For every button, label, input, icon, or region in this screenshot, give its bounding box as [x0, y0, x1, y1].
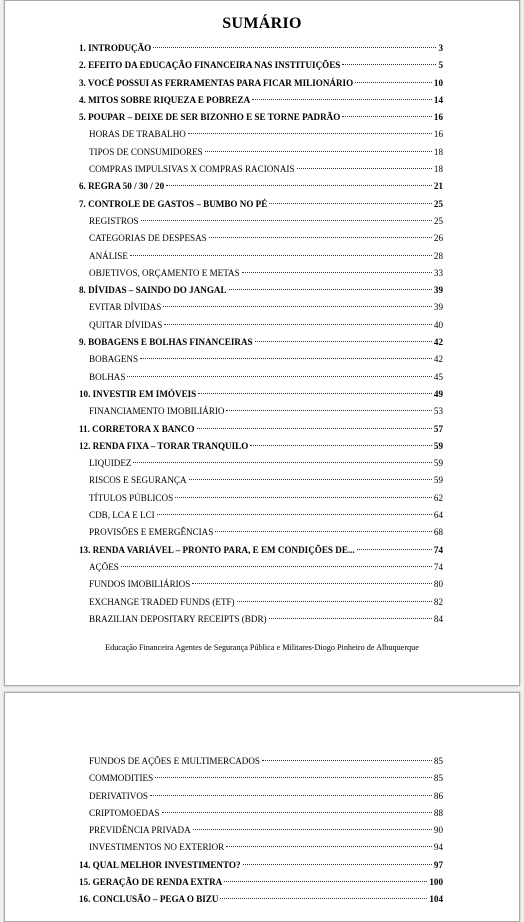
- document-page-2: [4, 692, 520, 922]
- toc-page-number: 21: [433, 181, 443, 192]
- toc-entry-chapter[interactable]: [79, 178, 443, 195]
- toc-entry-title: 11. CORRETORA X BANCO: [79, 423, 195, 434]
- dot-leader: [255, 341, 432, 342]
- toc-entry-chapter[interactable]: [79, 196, 443, 213]
- toc-entry-title: 13. RENDA VARIÁVEL – PRONTO PARA, E EM CONDIÇÕES DE...: [79, 544, 355, 555]
- toc-entry-title: INVESTIMENTOS NO EXTERIOR: [89, 842, 225, 853]
- toc-entry-title: BRAZILIAN DEPOSITARY RECEIPTS (BDR): [89, 613, 267, 624]
- toc-entry-title: PREVIDÊNCIA PRIVADA: [89, 825, 191, 836]
- toc-page-number: 100: [429, 877, 443, 888]
- toc-entry-title: 15. GERAÇÃO DE RENDA EXTRA: [79, 877, 223, 888]
- toc-page-number: 59: [433, 458, 443, 469]
- toc-entry-section[interactable]: [79, 230, 443, 247]
- dot-leader: [215, 531, 432, 532]
- toc-entry-section[interactable]: [79, 369, 443, 386]
- toc-entry-title: TIPOS DE CONSUMIDORES: [89, 146, 203, 157]
- toc-entry-title: ANÁLISE: [89, 250, 128, 261]
- toc-entry-chapter[interactable]: [79, 891, 443, 908]
- dot-leader: [140, 358, 432, 359]
- toc-entry-section[interactable]: [79, 126, 443, 143]
- dot-leader: [342, 64, 436, 65]
- toc-entry-title: HORAS DE TRABALHO: [89, 129, 186, 140]
- toc-page-number: 49: [433, 388, 443, 399]
- toc-entry-title: 8. DÍVIDAS – SAINDO DO JANGAL: [79, 285, 227, 296]
- toc-entry-section[interactable]: [79, 576, 443, 593]
- toc-entry-title: 5. POUPAR – DEIXE DE SER BIZONHO E SE TORNE PADRÃO: [79, 112, 341, 123]
- toc-entry-chapter[interactable]: [79, 57, 443, 74]
- dot-leader: [252, 99, 432, 100]
- dot-leader: [224, 881, 427, 882]
- toc-entry-section[interactable]: [79, 317, 443, 334]
- toc-page-number: 62: [433, 492, 443, 503]
- toc-entry-section[interactable]: [79, 559, 443, 576]
- dot-leader: [226, 846, 432, 847]
- dot-leader: [357, 549, 432, 550]
- toc-entry-section[interactable]: [79, 788, 443, 805]
- toc-entry-chapter[interactable]: [79, 92, 443, 109]
- toc-entry-chapter[interactable]: [79, 334, 443, 351]
- dot-leader: [262, 760, 432, 761]
- toc-entry-title: CDB, LCA E LCI: [89, 510, 155, 521]
- dot-leader: [130, 255, 432, 256]
- toc-entry-title: RISCOS E SEGURANÇA: [89, 475, 187, 486]
- toc-entry-chapter[interactable]: [79, 874, 443, 891]
- toc-entry-title: 6. REGRA 50 / 30 / 20: [79, 181, 165, 192]
- toc-page-number: 16: [433, 112, 443, 123]
- toc-page-number: 64: [433, 510, 443, 521]
- toc-page-number: 25: [433, 198, 443, 209]
- dot-leader: [153, 47, 436, 48]
- dot-leader: [197, 428, 432, 429]
- dot-leader: [157, 514, 432, 515]
- toc-page-number: 14: [433, 94, 443, 105]
- toc-entry-section[interactable]: [79, 248, 443, 265]
- dot-leader: [175, 497, 432, 498]
- toc-entry-title: TÍTULOS PÚBLICOS: [89, 492, 174, 503]
- toc-page-number: 40: [433, 319, 443, 330]
- toc-entry-section[interactable]: [79, 594, 443, 611]
- toc-entry-chapter[interactable]: [79, 109, 443, 126]
- toc-entry-chapter[interactable]: [79, 438, 443, 455]
- toc-page-number: 39: [433, 302, 443, 313]
- toc-entry-title: 12. RENDA FIXA – TORAR TRANQUILO: [79, 440, 249, 451]
- toc-entry-chapter[interactable]: [79, 40, 443, 57]
- table-of-contents-continued: [79, 753, 443, 909]
- toc-entry-title: EXCHANGE TRADED FUNDS (ETF): [89, 596, 235, 607]
- toc-entry-section[interactable]: [79, 490, 443, 507]
- page-footer: Educação Financeira Agentes de Segurança Pública e Militares-Diogo Pinheiro de Albuquerque: [105, 643, 419, 652]
- toc-entry-section[interactable]: [79, 472, 443, 489]
- dot-leader: [150, 795, 432, 796]
- dot-leader: [209, 237, 432, 238]
- toc-entry-chapter[interactable]: [79, 282, 443, 299]
- toc-entry-section[interactable]: [79, 351, 443, 368]
- toc-entry-chapter[interactable]: [79, 75, 443, 92]
- toc-entry-section[interactable]: [79, 161, 443, 178]
- toc-page-number: 85: [433, 773, 443, 784]
- toc-title: SUMÁRIO: [222, 15, 302, 32]
- toc-entry-title: PROVISÕES E EMERGÊNCIAS: [89, 527, 214, 538]
- toc-entry-section[interactable]: [79, 611, 443, 628]
- dot-leader: [220, 898, 427, 899]
- toc-entry-section[interactable]: [79, 753, 443, 770]
- toc-entry-title: FUNDOS DE AÇÕES E MULTIMERCADOS: [89, 756, 260, 766]
- dot-leader: [155, 777, 432, 778]
- toc-entry-title: 14. QUAL MELHOR INVESTIMENTO?: [79, 859, 241, 870]
- toc-entry-title: 2. EFEITO DA EDUCAÇÃO FINANCEIRA NAS INSTITUIÇÕES: [79, 60, 341, 71]
- toc-page-number: 42: [433, 337, 443, 348]
- dot-leader: [237, 601, 432, 602]
- toc-entry-section[interactable]: [79, 299, 443, 316]
- toc-entry-chapter[interactable]: [79, 542, 443, 559]
- dot-leader: [198, 393, 432, 394]
- toc-entry-title: BOBAGENS: [89, 354, 139, 365]
- dot-leader: [188, 133, 432, 134]
- toc-page-number: 28: [433, 250, 443, 261]
- toc-page-number: 10: [433, 77, 443, 88]
- dot-leader: [127, 376, 432, 377]
- toc-entry-title: 3. VOCÊ POSSUI AS FERRAMENTAS PARA FICAR MILIONÁRIO: [79, 77, 354, 88]
- toc-page-number: 74: [433, 544, 443, 555]
- toc-entry-chapter[interactable]: [79, 421, 443, 438]
- dot-leader: [192, 583, 432, 584]
- toc-entry-section[interactable]: [79, 805, 443, 822]
- toc-entry-section[interactable]: [79, 403, 443, 420]
- dot-leader: [121, 566, 432, 567]
- dot-leader: [229, 289, 432, 290]
- toc-page-number: 3: [438, 43, 443, 53]
- toc-page-number: 5: [438, 60, 443, 71]
- toc-entry-title: FUNDOS IMOBILIÁRIOS: [89, 579, 191, 590]
- toc-entry-title: 1. INTRODUÇÃO: [79, 43, 152, 53]
- toc-page-number: 53: [433, 406, 443, 417]
- dot-leader: [243, 864, 432, 865]
- dot-leader: [297, 168, 432, 169]
- dot-leader: [242, 272, 432, 273]
- document-page-1: [4, 0, 520, 686]
- toc-page-number: 85: [433, 756, 443, 766]
- dot-leader: [193, 829, 432, 830]
- toc-page-number: 88: [433, 807, 443, 818]
- toc-entry-title: REGISTROS: [89, 215, 139, 226]
- toc-page-number: 68: [433, 527, 443, 538]
- toc-page-number: 45: [433, 371, 443, 382]
- toc-entry-title: 4. MITOS SOBRE RIQUEZA E POBREZA: [79, 94, 251, 105]
- toc-entry-title: LIQUIDEZ: [89, 458, 132, 469]
- toc-entry-title: BOLHAS: [89, 371, 126, 382]
- dot-leader: [226, 410, 431, 411]
- toc-page-number: 84: [433, 613, 443, 624]
- dot-leader: [166, 185, 432, 186]
- table-of-contents: [79, 40, 443, 628]
- dot-leader: [342, 116, 432, 117]
- toc-entry-chapter[interactable]: [79, 386, 443, 403]
- toc-page-number: 42: [433, 354, 443, 365]
- toc-page-number: 59: [433, 475, 443, 486]
- toc-entry-section[interactable]: [79, 524, 443, 541]
- toc-entry-title: COMMODITIES: [89, 773, 154, 784]
- dot-leader: [269, 203, 432, 204]
- toc-entry-chapter[interactable]: [79, 857, 443, 874]
- toc-page-number: 90: [433, 825, 443, 836]
- toc-page-number: 57: [433, 423, 443, 434]
- toc-entry-title: EVITAR DÍVIDAS: [89, 302, 162, 313]
- dot-leader: [133, 462, 431, 463]
- toc-entry-section[interactable]: [79, 265, 443, 282]
- toc-page-number: 104: [429, 894, 443, 905]
- dot-leader: [189, 479, 432, 480]
- toc-page-number: 26: [433, 233, 443, 244]
- toc-page-number: 86: [433, 790, 443, 801]
- toc-page-number: 25: [433, 215, 443, 226]
- toc-entry-title: DERIVATIVOS: [89, 790, 148, 801]
- toc-entry-section[interactable]: [79, 770, 443, 787]
- toc-entry-title: 7. CONTROLE DE GASTOS – BUMBO NO PÉ: [79, 198, 268, 209]
- toc-page-number: 16: [433, 129, 443, 140]
- toc-entry-title: 10. INVESTIR EM IMÓVEIS: [79, 388, 197, 399]
- dot-leader: [141, 220, 432, 221]
- toc-entry-title: FINANCIAMENTO IMOBILIÁRIO: [89, 406, 225, 417]
- toc-entry-section[interactable]: [79, 455, 443, 472]
- toc-page-number: 94: [433, 842, 443, 853]
- dot-leader: [205, 151, 432, 152]
- toc-page-number: 80: [433, 579, 443, 590]
- dot-leader: [162, 812, 432, 813]
- toc-entry-section[interactable]: [79, 144, 443, 161]
- toc-page-number: 97: [433, 859, 443, 870]
- toc-entry-title: QUITAR DÍVIDAS: [89, 319, 163, 330]
- toc-entry-title: CATEGORIAS DE DESPESAS: [89, 233, 207, 244]
- toc-page-number: 59: [433, 440, 443, 451]
- toc-entry-section[interactable]: [79, 213, 443, 230]
- toc-entry-title: OBJETIVOS, ORÇAMENTO E METAS: [89, 267, 240, 278]
- toc-entry-section[interactable]: [79, 507, 443, 524]
- toc-entry-section[interactable]: [79, 839, 443, 856]
- toc-entry-title: CRIPTOMOEDAS: [89, 807, 160, 818]
- dot-leader: [163, 306, 432, 307]
- toc-page-number: 33: [433, 267, 443, 278]
- dot-leader: [269, 618, 432, 619]
- dot-leader: [250, 445, 432, 446]
- toc-entry-title: 9. BOBAGENS E BOLHAS FINANCEIRAS: [79, 337, 253, 348]
- toc-page-number: 39: [433, 285, 443, 296]
- toc-page-number: 82: [433, 596, 443, 607]
- dot-leader: [355, 82, 432, 83]
- dot-leader: [164, 324, 432, 325]
- toc-entry-section[interactable]: [79, 822, 443, 839]
- toc-entry-title: COMPRAS IMPULSIVAS X COMPRAS RACIONAIS: [89, 164, 295, 175]
- toc-entry-title: AÇÕES: [89, 561, 119, 572]
- toc-page-number: 18: [433, 164, 443, 175]
- toc-page-number: 74: [433, 561, 443, 572]
- toc-page-number: 18: [433, 146, 443, 157]
- toc-entry-title: 16. CONCLUSÃO – PEGA O BIZU: [79, 894, 219, 905]
